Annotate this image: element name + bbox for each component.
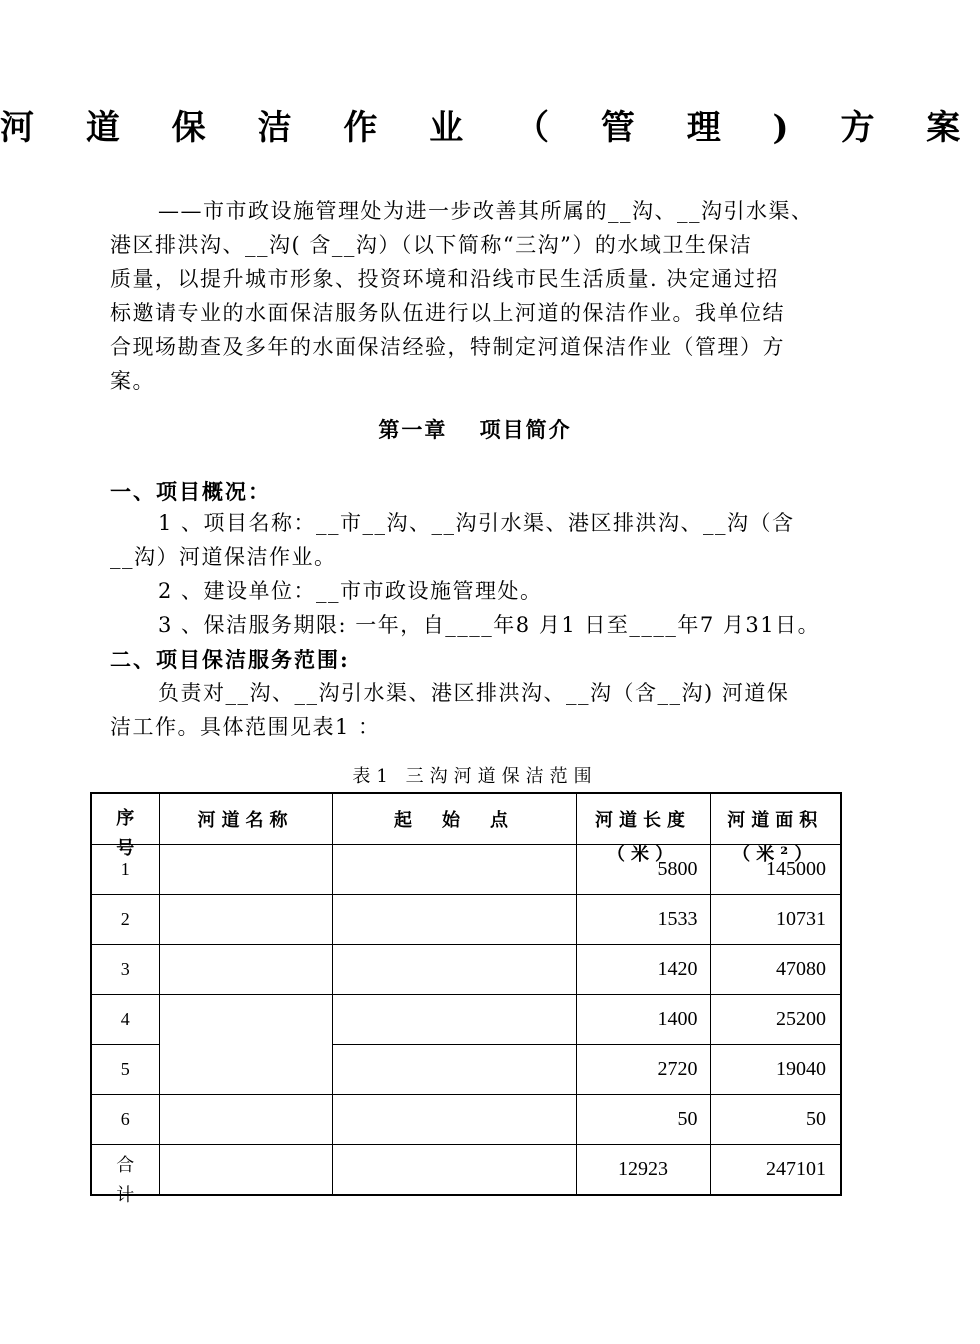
row-name — [159, 895, 332, 945]
scope-line: 洁工作。具体范围见表1 ： — [110, 715, 381, 739]
row-length: 50 — [576, 1095, 710, 1145]
section-heading-scope: 二、项目保洁服务范围: — [110, 647, 350, 672]
row-area: 145000 — [710, 845, 841, 895]
table-row — [91, 895, 841, 945]
overview-line: 3 、保洁服务期限: 一年，自____年8 月1 日至____年7 月31日。 — [158, 613, 821, 637]
header-no: 序号 — [91, 793, 159, 845]
intro-line: 港区排洪沟、__沟( 含__沟）（以下简称“三沟”）的水域卫生保洁 — [110, 233, 753, 257]
intro-line: 合现场勘查及多年的水面保洁经验，特制定河道保洁作业（管理）方 — [110, 335, 785, 359]
row-no: 5 — [91, 1045, 159, 1095]
row-no: 4 — [91, 995, 159, 1045]
row-length: 1533 — [576, 895, 710, 945]
row-area: 25200 — [710, 995, 841, 1045]
row-length: 5800 — [576, 845, 710, 895]
row-no: 2 — [91, 895, 159, 945]
table-header-row — [91, 793, 841, 845]
intro-line: 标邀请专业的水面保洁服务队伍进行以上河道的保洁作业。我单位结 — [110, 301, 785, 325]
total-name — [159, 1145, 332, 1195]
table-caption: 表1 三沟河道保洁范围 — [352, 766, 598, 787]
header-name: 河道名称 — [159, 793, 332, 845]
row-range — [332, 845, 576, 895]
row-range — [332, 1095, 576, 1145]
header-length: 河道长度（米） — [576, 793, 710, 845]
document-title: 河 道 保 洁 作 业 （ 管 理 ) 方 案 — [0, 108, 980, 148]
row-area: 47080 — [710, 945, 841, 995]
total-label: 合计 — [91, 1145, 159, 1195]
row-name-merged — [159, 995, 332, 1095]
overview-line: __沟）河道保洁作业。 — [110, 545, 337, 569]
row-area: 50 — [710, 1095, 841, 1145]
chapter-heading: 第一章 项目简介 — [378, 417, 572, 442]
intro-line: ——市市政设施管理处为进一步改善其所属的__沟、__沟引水渠、 — [158, 199, 814, 223]
row-no: 3 — [91, 945, 159, 995]
row-name — [159, 945, 332, 995]
total-length: 12923 — [576, 1145, 710, 1195]
row-range — [332, 895, 576, 945]
header-area: 河道面积（米²） — [710, 793, 841, 845]
overview-line: 2 、建设单位：__市市政设施管理处。 — [158, 579, 543, 603]
total-range — [332, 1145, 576, 1195]
row-name — [159, 1095, 332, 1145]
section-heading-overview: 一、项目概况： — [110, 479, 271, 504]
row-no: 6 — [91, 1095, 159, 1145]
header-range: 起 始 点 — [332, 793, 576, 845]
row-length: 1420 — [576, 945, 710, 995]
row-no: 1 — [91, 845, 159, 895]
row-area: 19040 — [710, 1045, 841, 1095]
row-range — [332, 1045, 576, 1095]
overview-line: 1 、项目名称：__市__沟、__沟引水渠、港区排洪沟、__沟（含 — [158, 511, 795, 535]
row-area: 10731 — [710, 895, 841, 945]
row-length: 2720 — [576, 1045, 710, 1095]
row-name — [159, 845, 332, 895]
row-length: 1400 — [576, 995, 710, 1045]
table-row — [91, 945, 841, 995]
intro-line: 案。 — [110, 369, 155, 393]
table-row — [91, 845, 841, 895]
row-range — [332, 995, 576, 1045]
table-row — [91, 995, 841, 1045]
intro-line: 质量，以提升城市形象、投资环境和沿线市民生活质量. 决定通过招 — [110, 267, 779, 291]
total-area: 247101 — [710, 1145, 841, 1195]
row-range — [332, 945, 576, 995]
table-row — [91, 1095, 841, 1145]
river-cleaning-table — [90, 792, 842, 1206]
table-total-row — [91, 1145, 841, 1195]
scope-line: 负责对__沟、__沟引水渠、港区排洪沟、__沟（含__沟) 河道保 — [158, 681, 790, 705]
